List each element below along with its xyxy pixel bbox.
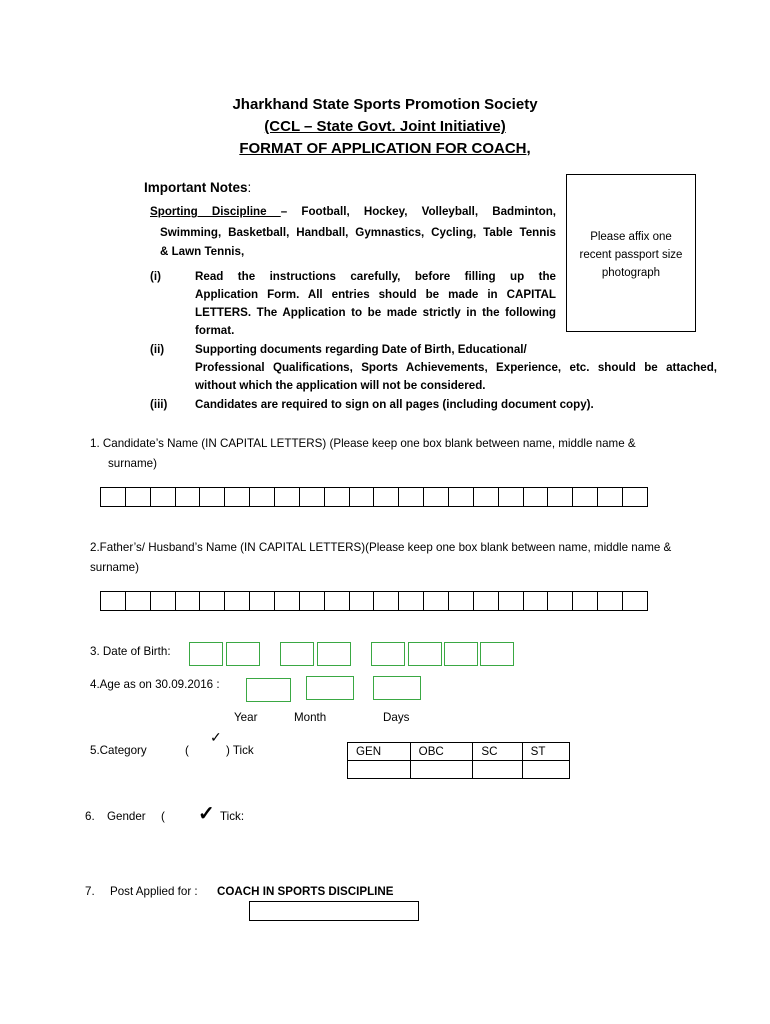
name-char-box[interactable] bbox=[349, 591, 375, 611]
dob-year-box-3[interactable] bbox=[444, 642, 478, 666]
post-value: COACH IN SPORTS DISCIPLINE bbox=[217, 885, 394, 898]
age-days-label: Days bbox=[383, 711, 410, 724]
category-tick-row[interactable] bbox=[348, 761, 570, 779]
name-char-box[interactable] bbox=[498, 487, 524, 507]
form-title: FORMAT OF APPLICATION FOR COACH, bbox=[239, 140, 531, 157]
q1-label: 1. Candidate’s Name (IN CAPITAL LETTERS) (Please keep one box blank between name, middle name & bbox=[90, 437, 636, 450]
name-char-box[interactable] bbox=[622, 487, 648, 507]
important-notes-colon: : bbox=[247, 180, 252, 195]
name-char-box[interactable] bbox=[324, 487, 350, 507]
category-st-cell[interactable] bbox=[522, 761, 569, 779]
gender-number: 6. bbox=[85, 810, 95, 823]
org-subtitle: (CCL – State Govt. Joint Initiative) bbox=[264, 118, 506, 135]
age-days-box[interactable] bbox=[373, 676, 421, 700]
discipline-line-3: & Lawn Tennis, bbox=[160, 245, 245, 258]
dob-year-box-4[interactable] bbox=[480, 642, 514, 666]
name-char-box[interactable] bbox=[622, 591, 648, 611]
note-2-line-2: Professional Qualifications, Sports Achievements, Experience, etc. should be attached, bbox=[195, 361, 717, 374]
important-notes-heading bbox=[144, 180, 251, 195]
name-char-box[interactable] bbox=[199, 487, 225, 507]
father-name-boxes[interactable] bbox=[100, 591, 648, 611]
important-notes-label: Important Notes bbox=[144, 180, 248, 195]
name-char-box[interactable] bbox=[547, 487, 573, 507]
category-gen: GEN bbox=[348, 743, 411, 761]
note-1-line-3: LETTERS. The Application to be made strictly in the following bbox=[195, 306, 556, 319]
name-char-box[interactable] bbox=[448, 487, 474, 507]
name-char-box[interactable] bbox=[299, 487, 325, 507]
age-label: 4.Age as on 30.09.2016 : bbox=[90, 678, 220, 691]
dob-year-box-1[interactable] bbox=[371, 642, 405, 666]
discipline-text-1: – Football, Hockey, Volleyball, Badminton, bbox=[280, 205, 556, 218]
check-icon: ✓ bbox=[210, 729, 222, 745]
name-char-box[interactable] bbox=[125, 591, 151, 611]
gender-paren: ( bbox=[161, 810, 165, 823]
name-char-box[interactable] bbox=[498, 591, 524, 611]
name-char-box[interactable] bbox=[373, 487, 399, 507]
category-table bbox=[347, 742, 570, 779]
category-paren: ( bbox=[185, 744, 189, 757]
dob-day-box-1[interactable] bbox=[189, 642, 223, 666]
photo-text-3: photograph bbox=[601, 267, 661, 279]
note-2-line-3: without which the application will not be considered. bbox=[195, 379, 486, 392]
post-label: Post Applied for : bbox=[110, 885, 198, 898]
note-3-line-1: Candidates are required to sign on all pages (including document copy). bbox=[195, 398, 594, 411]
category-obc: OBC bbox=[410, 743, 473, 761]
gender-tick: Tick: bbox=[220, 810, 245, 823]
name-char-box[interactable] bbox=[423, 591, 449, 611]
name-char-box[interactable] bbox=[597, 591, 623, 611]
category-sc-cell[interactable] bbox=[473, 761, 522, 779]
name-char-box[interactable] bbox=[150, 487, 176, 507]
org-title: Jharkhand State Sports Promotion Society bbox=[232, 96, 538, 113]
name-char-box[interactable] bbox=[572, 591, 598, 611]
gender-label: Gender bbox=[107, 810, 146, 823]
name-char-box[interactable] bbox=[398, 591, 424, 611]
age-year-box[interactable] bbox=[246, 678, 291, 702]
form-title-wrap bbox=[0, 140, 770, 157]
candidate-name-boxes[interactable] bbox=[100, 487, 648, 507]
name-char-box[interactable] bbox=[100, 487, 126, 507]
q2-label: 2.Father’s/ Husband’s Name (IN CAPITAL LETTERS)(Please keep one box blank between name, middle name & bbox=[90, 541, 672, 554]
category-gen-cell[interactable] bbox=[348, 761, 411, 779]
check-icon: ✓ bbox=[198, 803, 215, 825]
age-month-box[interactable] bbox=[306, 676, 354, 700]
name-char-box[interactable] bbox=[547, 591, 573, 611]
name-char-box[interactable] bbox=[150, 591, 176, 611]
note-1-line-1: Read the instructions carefully, before filling up the bbox=[195, 270, 556, 283]
name-char-box[interactable] bbox=[100, 591, 126, 611]
name-char-box[interactable] bbox=[448, 591, 474, 611]
name-char-box[interactable] bbox=[175, 591, 201, 611]
age-month-label: Month bbox=[294, 711, 327, 724]
discipline-label: Sporting Discipline bbox=[150, 205, 281, 218]
photo-box[interactable] bbox=[566, 174, 696, 332]
name-char-box[interactable] bbox=[274, 591, 300, 611]
category-options-row bbox=[348, 743, 570, 761]
name-char-box[interactable] bbox=[249, 487, 275, 507]
name-char-box[interactable] bbox=[224, 591, 250, 611]
name-char-box[interactable] bbox=[299, 591, 325, 611]
note-1-line-4: format. bbox=[195, 324, 235, 337]
dob-month-box-2[interactable] bbox=[317, 642, 351, 666]
dob-year-box-2[interactable] bbox=[408, 642, 442, 666]
name-char-box[interactable] bbox=[398, 487, 424, 507]
discipline-line-2: Swimming, Basketball, Handball, Gymnastics, Cycling, Table Tennis bbox=[160, 226, 556, 239]
note-1-line-2: Application Form. All entries should be made in CAPITAL bbox=[195, 288, 556, 301]
post-number: 7. bbox=[85, 885, 95, 898]
photo-text-1: Please affix one bbox=[590, 231, 672, 243]
name-char-box[interactable] bbox=[349, 487, 375, 507]
name-char-box[interactable] bbox=[249, 591, 275, 611]
name-char-box[interactable] bbox=[423, 487, 449, 507]
note-3-number: (iii) bbox=[150, 398, 168, 411]
discipline-line-1 bbox=[150, 203, 556, 221]
name-char-box[interactable] bbox=[597, 487, 623, 507]
photo-text-2: recent passport size bbox=[579, 249, 683, 261]
name-char-box[interactable] bbox=[324, 591, 350, 611]
note-2-line-1: Supporting documents regarding Date of Birth, Educational/ bbox=[195, 343, 527, 356]
name-char-box[interactable] bbox=[274, 487, 300, 507]
category-tick: ) Tick bbox=[226, 744, 254, 757]
name-char-box[interactable] bbox=[373, 591, 399, 611]
dob-label: 3. Date of Birth: bbox=[90, 645, 171, 658]
name-char-box[interactable] bbox=[473, 591, 499, 611]
org-subtitle-wrap bbox=[0, 118, 770, 135]
name-char-box[interactable] bbox=[199, 591, 225, 611]
name-char-box[interactable] bbox=[175, 487, 201, 507]
note-1-number: (i) bbox=[150, 270, 161, 283]
q1-label-2: surname) bbox=[108, 457, 157, 470]
category-st: ST bbox=[522, 743, 569, 761]
name-char-box[interactable] bbox=[473, 487, 499, 507]
dob-day-box-2[interactable] bbox=[226, 642, 260, 666]
name-char-box[interactable] bbox=[224, 487, 250, 507]
category-sc: SC bbox=[473, 743, 522, 761]
note-2-number: (ii) bbox=[150, 343, 165, 356]
category-label: 5.Category bbox=[90, 744, 147, 757]
q2-label-2: surname) bbox=[90, 561, 139, 574]
name-char-box[interactable] bbox=[125, 487, 151, 507]
post-input-box[interactable] bbox=[249, 901, 419, 921]
name-char-box[interactable] bbox=[523, 591, 549, 611]
category-obc-cell[interactable] bbox=[410, 761, 473, 779]
name-char-box[interactable] bbox=[572, 487, 598, 507]
name-char-box[interactable] bbox=[523, 487, 549, 507]
dob-month-box-1[interactable] bbox=[280, 642, 314, 666]
age-year-label: Year bbox=[234, 711, 258, 724]
